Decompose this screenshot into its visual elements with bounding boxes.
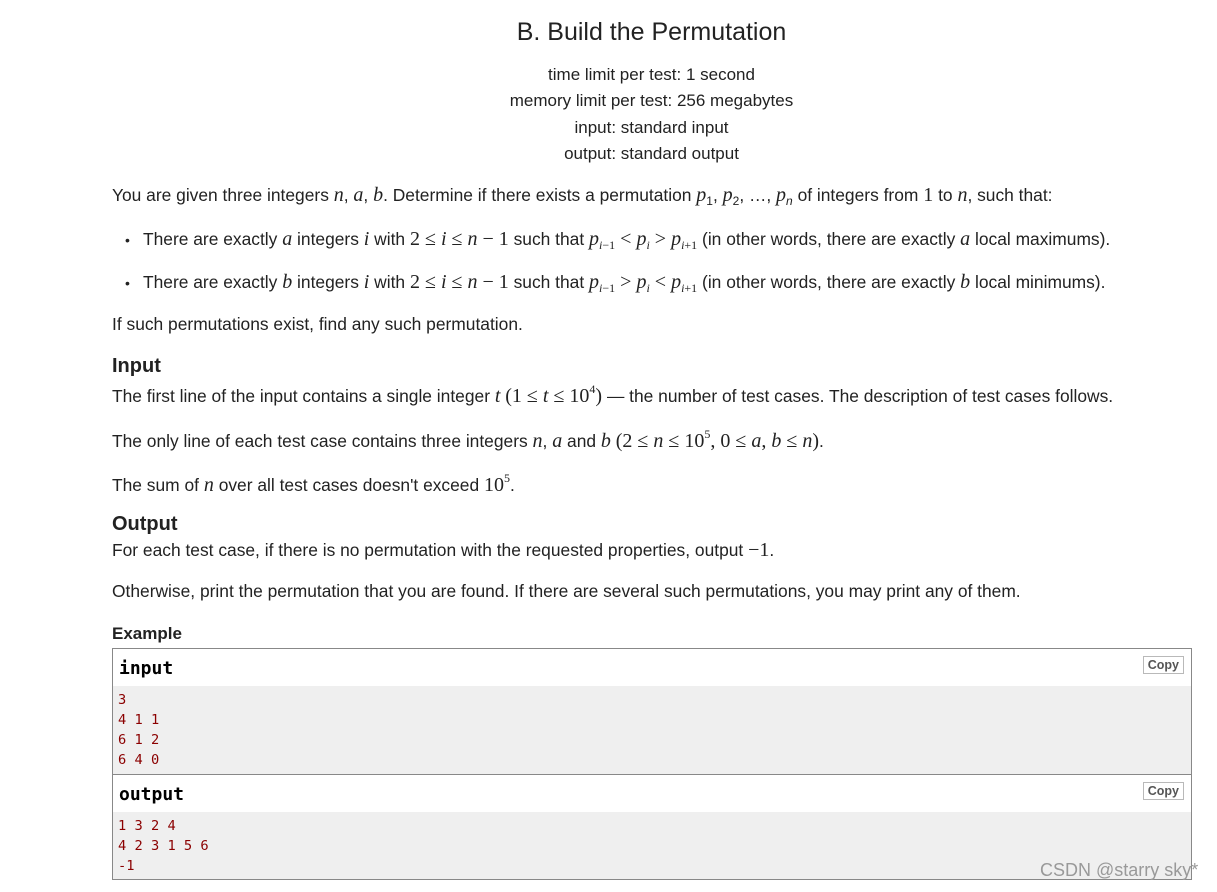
output-line-1: For each test case, if there is no permutation with the requested properties, output −1. (112, 539, 775, 561)
input-file: input: standard input (574, 117, 729, 137)
statement-intro: You are given three integers n, a, b. Determine if there exists a permutation $p_1$, $p_2$, …, $p_n$ of integers from 1 to n, such that: (112, 184, 1053, 208)
condition-local-min: • There are exactly b integers i with 2 ≤ i ≤ n − 1 such that $p_{i-1} > p_i < p_{i+1}$ (in other words, there are exactly b local minimums). (125, 271, 1106, 295)
copy-output-button[interactable]: Copy (1143, 782, 1184, 800)
problem-limits (0, 62, 1217, 167)
time-limit: time limit per test: 1 second (548, 65, 755, 84)
output-line: 1 3 2 4 (118, 818, 176, 834)
input-line-2: The only line of each test case contains three integers n, a and b ($2 \le n \le 10^5$, 0 ≤ a, b ≤ n). (112, 427, 824, 452)
output-line: -1 (118, 858, 135, 874)
input-header: Input (112, 355, 161, 377)
memory-limit: memory limit per test: 256 megabytes (509, 91, 794, 111)
input-line: 4 1 1 (118, 712, 160, 728)
problem-title: B. Build the Permutation (516, 18, 787, 46)
input-line-1: The first line of the input contains a single integer t $(1 \le t \le 10^4)$ — the number of test cases. The description of test cases follows. (112, 382, 1114, 407)
example-output-title: output (119, 784, 185, 805)
input-line: 6 4 0 (118, 752, 160, 768)
example-header: Example (112, 624, 182, 643)
example-input-title: input (119, 658, 174, 679)
example-output-body (112, 812, 1192, 880)
output-line: 4 2 3 1 5 6 (118, 838, 209, 854)
statement-closing: If such permutations exist, find any such permutation. (112, 314, 523, 334)
output-header: Output (112, 513, 178, 535)
copy-input-button[interactable]: Copy (1143, 656, 1184, 674)
example-input-body (112, 686, 1192, 777)
example-output-titlebar (112, 774, 1192, 813)
watermark: CSDN @starry sky* (1040, 860, 1199, 880)
input-line-3: The sum of n over all test cases doesn't exceed $10^5$. (112, 471, 515, 496)
input-line: 3 (118, 692, 127, 708)
condition-local-max: • There are exactly a integers i with 2 ≤ i ≤ n − 1 such that $p_{i-1} < p_i > p_{i+1}$ (in other words, there are exactly a local maximums). (125, 228, 1111, 252)
example-input-titlebar (112, 648, 1192, 687)
output-file: output: standard output (564, 143, 739, 163)
input-line: 6 1 2 (118, 732, 160, 748)
output-line-2: Otherwise, print the permutation that you are found. If there are several such permutations, you may print any of them. (112, 581, 1021, 601)
